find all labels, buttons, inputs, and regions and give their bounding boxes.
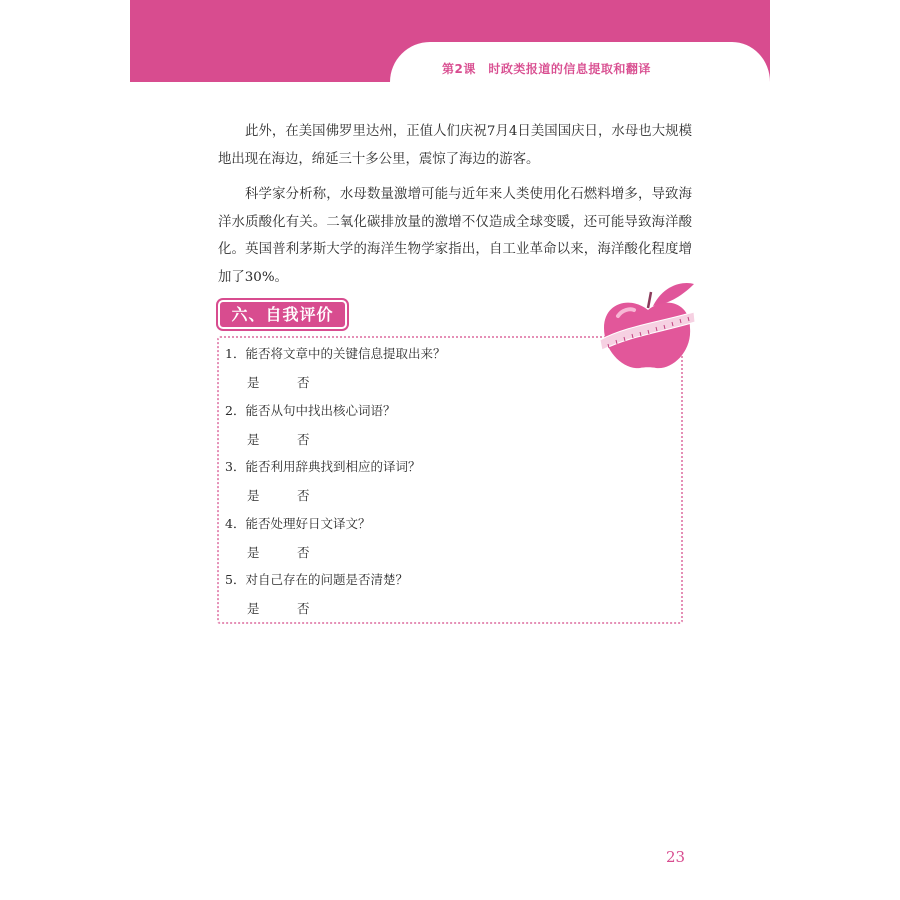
- answer-no: 否: [297, 601, 310, 616]
- list-item: [225, 457, 625, 514]
- paragraph-1: 此外，在美国佛罗里达州，正值人们庆祝7月4日美国国庆日，水母也大规模地出现在海边，绵延三十多公里，震惊了海边的游客。: [218, 124, 692, 167]
- answer-yes: 是: [247, 601, 260, 616]
- answer-no: 否: [297, 375, 310, 390]
- evaluation-list: [225, 344, 625, 627]
- page-number: 23: [666, 848, 686, 866]
- question-text: 5．对自己存在的问题是否清楚？: [225, 572, 408, 587]
- answer-options: [225, 486, 625, 506]
- question-text: 4．能否处理好日文译文？: [225, 515, 371, 531]
- answer-options: [225, 543, 625, 563]
- paragraph-2: 科学家分析称，水母数量激增可能与近年来人类使用化石燃料增多，导致海洋水质酸化有关。二氧化碳排放量的激增不仅造成全球变暖，还可能导致海洋酸化。英国普利茅斯大学的海洋生物学家指出，自工业革命以来，海洋酸化程度增加了30%。: [218, 187, 692, 285]
- chapter-title: 第2课 时政类报道的信息提取和翻译: [442, 62, 651, 76]
- list-item: [225, 401, 625, 458]
- section-heading: [218, 300, 347, 329]
- answer-yes: 是: [247, 488, 260, 503]
- list-item: [225, 344, 625, 401]
- question-text: 3．能否利用辞典找到相应的译词？: [225, 459, 421, 474]
- question-text: 2．能否从句中找出核心词语？: [225, 402, 396, 418]
- question-text: 1．能否将文章中的关键信息提取出来？: [225, 346, 446, 361]
- answer-options: [225, 430, 625, 450]
- body-text: [218, 118, 692, 299]
- answer-yes: 是: [247, 544, 260, 560]
- section-heading-label: 六、自我评价: [231, 305, 334, 324]
- answer-options: [225, 373, 625, 393]
- answer-yes: 是: [247, 375, 260, 390]
- answer-yes: 是: [247, 431, 260, 447]
- list-item: [225, 514, 625, 571]
- answer-no: 否: [297, 544, 310, 560]
- list-item: [225, 570, 625, 627]
- answer-no: 否: [297, 488, 310, 503]
- answer-options: [225, 599, 625, 619]
- textbook-page: [130, 0, 770, 900]
- answer-no: 否: [297, 431, 310, 447]
